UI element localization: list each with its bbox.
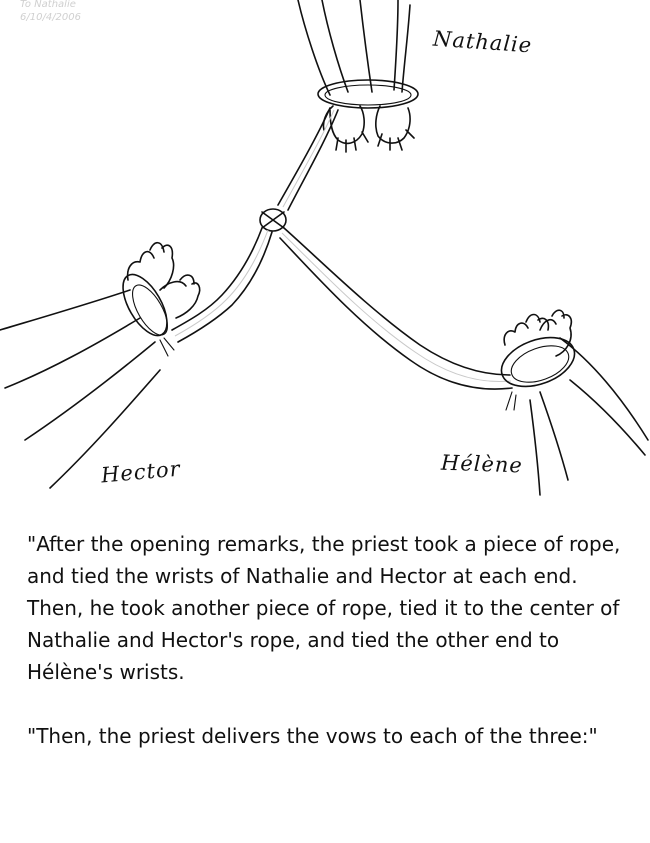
narration-paragraph-2: "Then, the priest delivers the vows to each of the three:" [27, 724, 598, 748]
wrist-loop-icon [318, 80, 418, 108]
signature-line-1: To Nathalie [20, 0, 76, 10]
label-hector: Hector [100, 456, 182, 488]
helene-arms [530, 338, 648, 495]
helene-wrist-loops [495, 328, 581, 410]
narration-caption [27, 528, 637, 784]
rope-icon [278, 108, 338, 210]
narration-paragraph-1: "After the opening remarks, the priest took a piece of rope, and tied the wrists of Nathalie and Hector at each end. Then, he took another piece of rope, tied it to the center of Nathalie and Hector's rope, and tied the other end to Hélène's wrists. [27, 532, 621, 684]
label-nathalie: Nathalie [432, 26, 533, 58]
rope-to-helene [280, 228, 512, 389]
hector-wrist-loops [114, 268, 176, 356]
label-helene: Hélène [440, 450, 524, 478]
signature-line-2: 6/10/4/2006 [20, 12, 82, 23]
rope-to-hector [172, 228, 272, 342]
knot-icon [260, 209, 286, 231]
